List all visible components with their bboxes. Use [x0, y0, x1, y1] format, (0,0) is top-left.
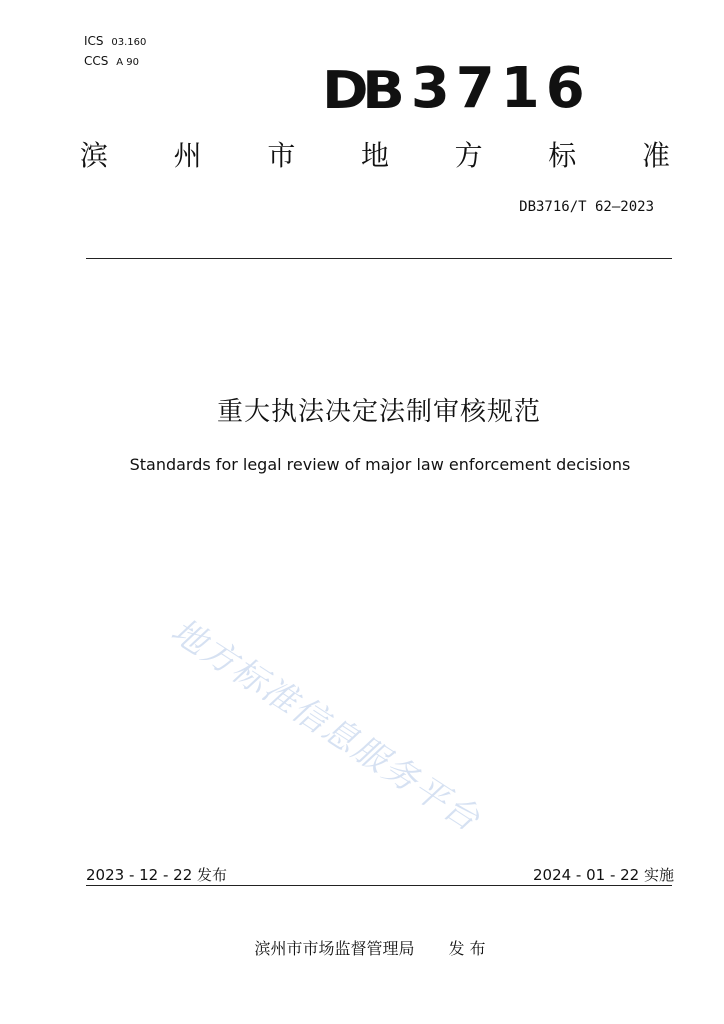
standard-type-char: 方: [454, 139, 483, 172]
db-logo-prefix: DB: [322, 61, 399, 121]
standard-type-char: 市: [267, 139, 296, 172]
issue-date: 2023 - 12 - 22 发布: [86, 866, 228, 884]
ccs-label: CCS: [84, 54, 109, 68]
publish-action: 发 布: [448, 939, 486, 958]
chinese-title: 重大执法决定法制审核规范: [216, 397, 541, 427]
standard-type-char: 标: [548, 139, 577, 172]
ics-classification: [84, 34, 146, 50]
watermark: 地方标准信息服务平台: [163, 610, 488, 841]
implementation-date: 2024 - 01 - 22 实施: [532, 866, 674, 884]
publisher-line: [0, 936, 724, 959]
standard-type-char: 准: [641, 139, 670, 172]
db-logo-number: 3716: [410, 56, 591, 121]
standard-type-heading: [80, 138, 670, 174]
standard-type-char: 地: [360, 139, 389, 172]
db-logo: [322, 56, 591, 121]
footer-divider: [86, 885, 672, 886]
ccs-classification: [84, 54, 139, 70]
header-divider: [86, 258, 672, 259]
publisher-name: 滨州市市场监督管理局: [254, 939, 415, 958]
ics-code: 03.160: [111, 37, 147, 48]
standard-type-char: 滨: [80, 139, 109, 172]
standard-code: DB3716/T 62—2023: [519, 199, 654, 215]
standard-type-char: 州: [173, 139, 202, 172]
ccs-code: A 90: [116, 57, 139, 68]
english-title: Standards for legal review of major law enforcement decisions: [129, 455, 631, 474]
ics-label: ICS: [84, 34, 104, 48]
